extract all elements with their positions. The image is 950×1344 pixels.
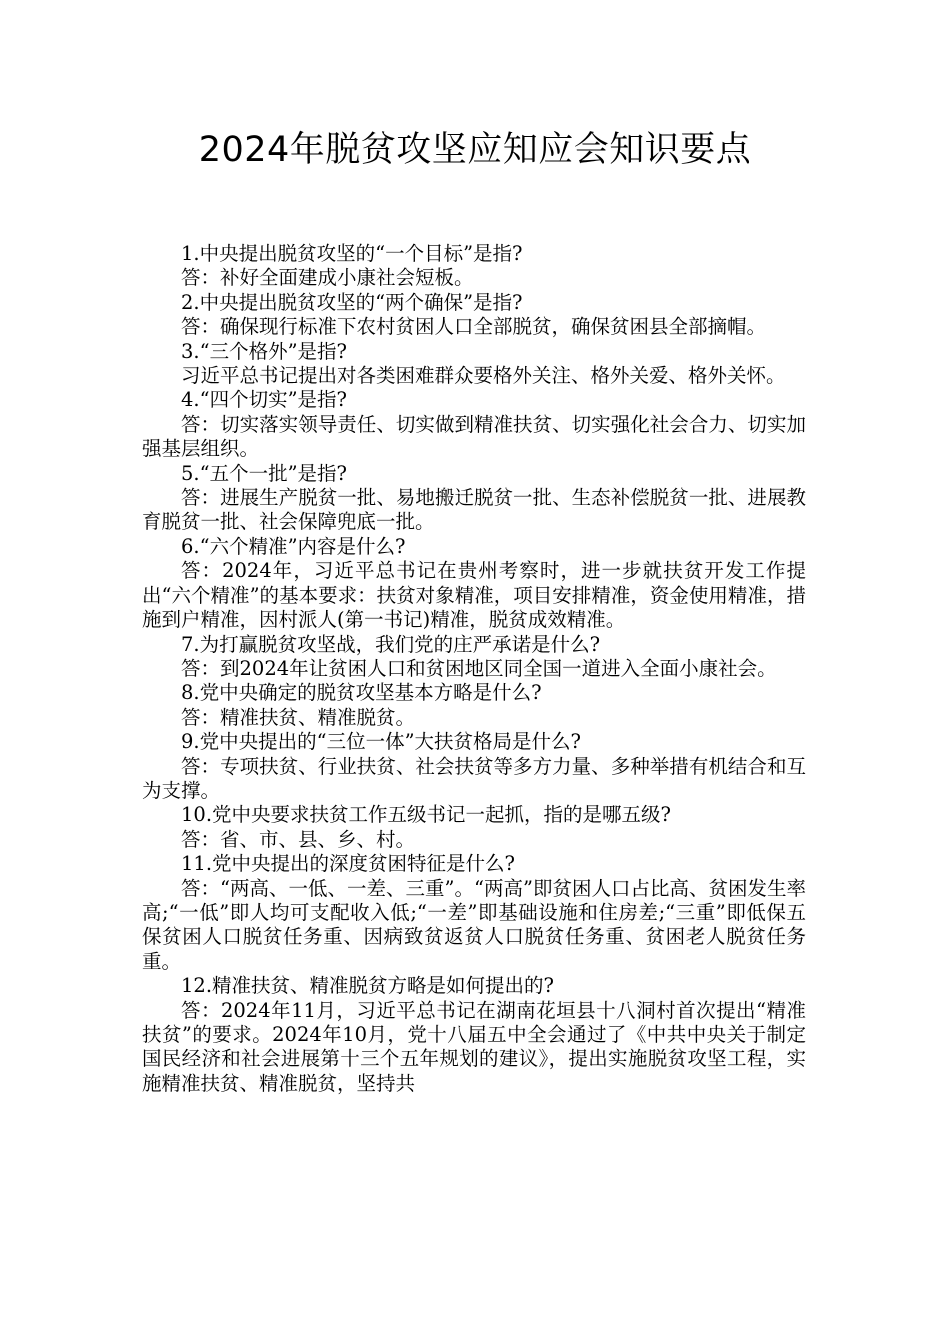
paragraph-a11: 答：“两高、一低、一差、三重”。“两高”即贫困人口占比高、贫困发生率高;“一低”即人均可支配收入低;“一差”即基础设施和住房差;“三重”即低保五保贫困人口脱贫任务重、因病致贫返贫人口脱贫任务重、贫困老人脱贫任务重。 bbox=[142, 876, 806, 973]
paragraph-q9: 9.党中央提出的“三位一体”大扶贫格局是什么? bbox=[181, 730, 581, 754]
paragraph-q3: 3.“三个格外”是指? bbox=[181, 339, 347, 363]
paragraph-a5: 答：进展生产脱贫一批、易地搬迁脱贫一批、生态补偿脱贫一批、进展教育脱贫一批、社会保障兜底一批。 bbox=[142, 486, 806, 534]
paragraph-q5: 5.“五个一批”是指? bbox=[181, 461, 347, 485]
paragraph-q7: 7.为打赢脱贫攻坚战，我们党的庄严承诺是什么? bbox=[181, 632, 601, 656]
paragraph-a8: 答：精准扶贫、精准脱贫。 bbox=[181, 705, 416, 729]
paragraph-a4: 答：切实落实领导责任、切实做到精准扶贫、切实强化社会合力、切实加强基层组织。 bbox=[142, 412, 806, 461]
paragraph-a6: 答：2024年，习近平总书记在贵州考察时，进一步就扶贫开发工作提出“六个精准”的基本要求：扶贫对象精准，项目安排精准，资金使用精准，措施到户精准，因村派人(第一书记)精准，脱贫成效精准。 bbox=[142, 559, 806, 632]
paragraph-a2: 答：确保现行标准下农村贫困人口全部脱贫，确保贫困县全部摘帽。 bbox=[181, 315, 767, 339]
paragraph-q12: 12.精准扶贫、精准脱贫方略是如何提出的? bbox=[181, 974, 554, 998]
paragraph-a7: 答：到2024年让贫困人口和贫困地区同全国一道进入全面小康社会。 bbox=[181, 656, 777, 680]
paragraph-q2: 2.中央提出脱贫攻坚的“两个确保”是指? bbox=[181, 290, 523, 314]
paragraph-a9: 答：专项扶贫、行业扶贫、社会扶贫等多方力量、多种举措有机结合和互为支撑。 bbox=[142, 754, 806, 802]
paragraph-q8: 8.党中央确定的脱贫攻坚基本方略是什么? bbox=[181, 681, 542, 705]
paragraph-q6: 6.“六个精准”内容是什么? bbox=[181, 534, 406, 558]
paragraph-a12: 答：2024年11月，习近平总书记在湖南花垣县十八洞村首次提出“精准扶贫”的要求。2024年10月，党十八届五中全会通过了《中共中央关于制定国民经济和社会进展第十三个五年规划的建议》，提出实施脱贫攻坚工程，实施精准扶贫、精准脱贫，坚持共 bbox=[142, 998, 806, 1095]
paragraph-q11: 11.党中央提出的深度贫困特征是什么? bbox=[181, 852, 515, 876]
paragraph-q1: 1.中央提出脱贫攻坚的“一个目标”是指? bbox=[181, 242, 523, 265]
paragraph-a3: 习近平总书记提出对各类困难群众要格外关注、格外关爱、格外关怀。 bbox=[181, 364, 786, 388]
paragraph-a10: 答：省、市、县、乡、村。 bbox=[181, 827, 416, 851]
paragraph-q4: 4.“四个切实”是指? bbox=[181, 388, 347, 412]
document-title: 2024年脱贫攻坚应知应会知识要点 bbox=[198, 130, 752, 170]
paragraph-q10: 10.党中央要求扶贫工作五级书记一起抓，指的是哪五级? bbox=[181, 803, 671, 827]
document-body bbox=[142, 242, 806, 1096]
paragraph-a1: 答：补好全面建成小康社会短板。 bbox=[181, 266, 474, 290]
